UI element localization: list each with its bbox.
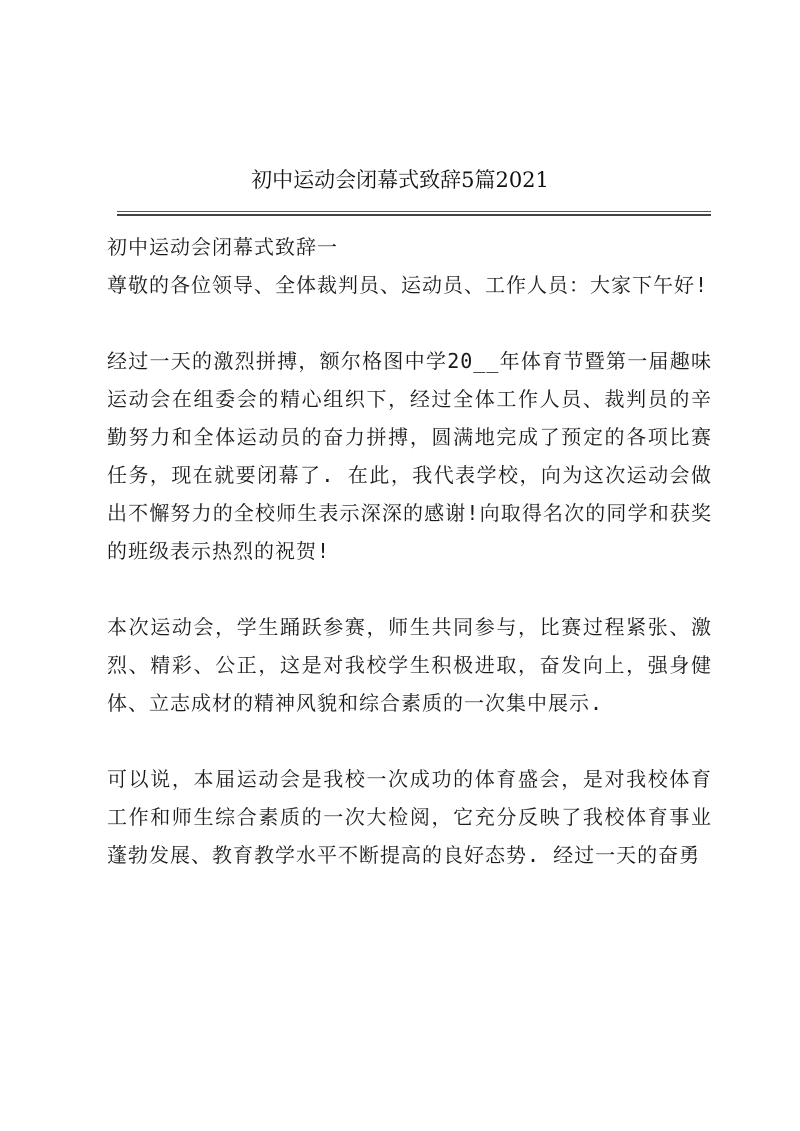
paragraph: 经过一天的激烈拼搏，额尔格图中学20__年体育节暨第一届趣味运动会在组委会的精心组织下，经过全体工作人员、裁判员的辛勤努力和全体运动员的奋力拼搏，圆满地完成了预定的各项比赛任务，现在就要闭幕了. 在此，我代表学校，向为这次运动会做出不懈努力的全校师生表示深深的感谢!向取得名次的同学和获奖的班级表示热烈的祝贺! <box>107 349 712 563</box>
paragraph-gap <box>107 722 712 760</box>
document-title: 初中运动会闭幕式致辞5篇2021 <box>251 168 549 192</box>
section-heading: 初中运动会闭幕式致辞一 <box>107 235 338 259</box>
paragraph-gap <box>107 570 712 608</box>
title-divider <box>117 211 711 216</box>
paragraph: 可以说，本届运动会是我校一次成功的体育盛会，是对我校体育工作和师生综合素质的一次大检阅，它充分反映了我校体育事业蓬勃发展、教育教学水平不断提高的良好态势. 经过一天的奋勇 <box>107 767 712 867</box>
salutation: 尊敬的各位领导、全体裁判员、运动员、工作人员：大家下午好! <box>107 273 709 297</box>
paragraph: 本次运动会，学生踊跃参赛，师生共同参与，比赛过程紧张、激烈、精彩、公正，这是对我校学生积极进取，奋发向上，强身健体、立志成材的精神风貌和综合素质的一次集中展示. <box>107 615 712 715</box>
document-body <box>107 228 712 874</box>
paragraph-gap <box>107 304 712 342</box>
